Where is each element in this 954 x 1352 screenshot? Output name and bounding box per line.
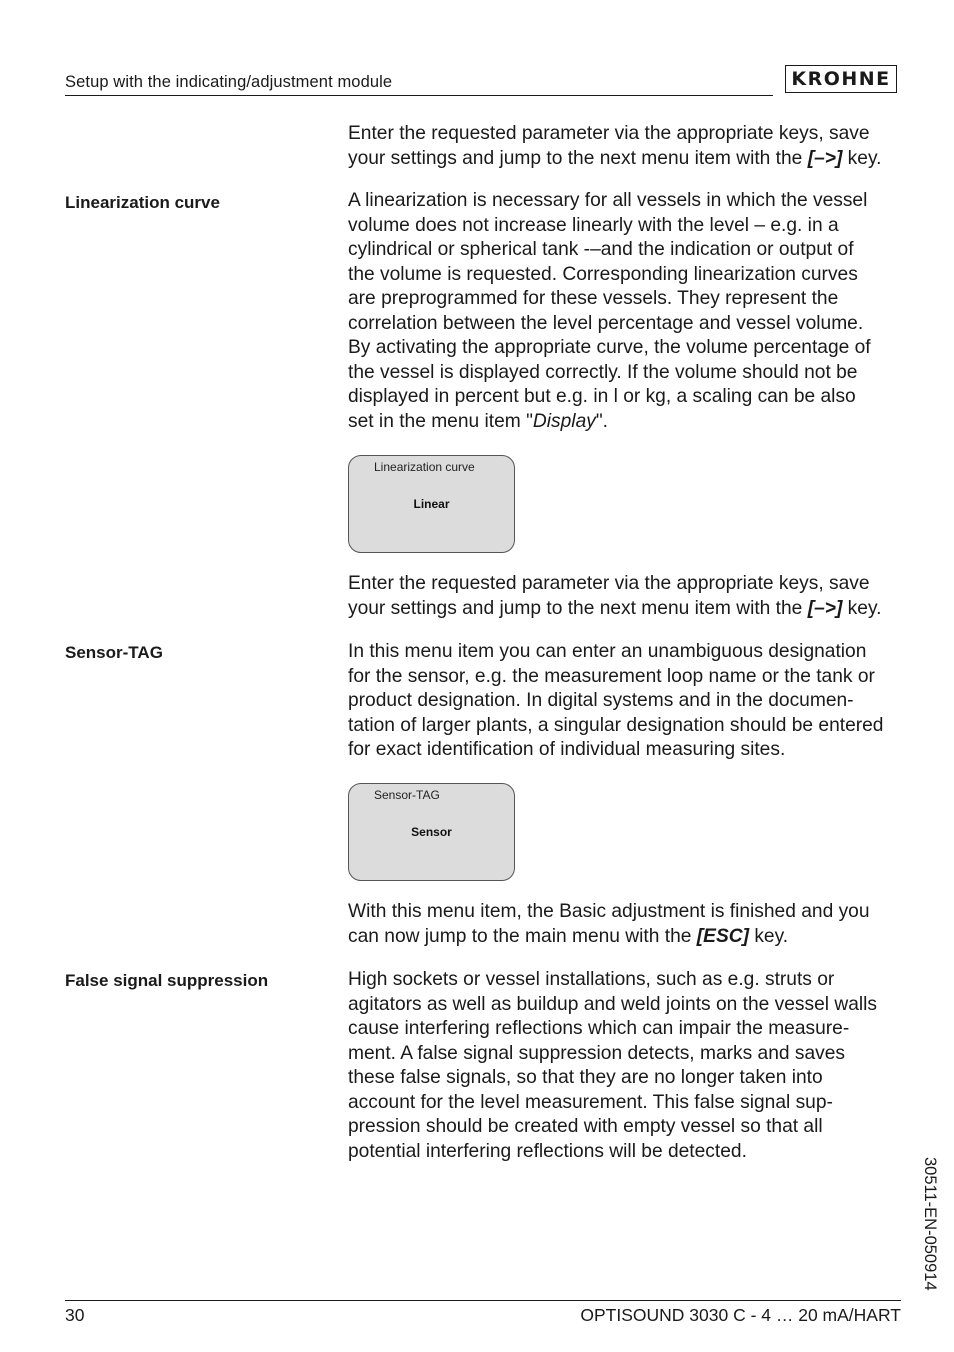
page-number: 30	[65, 1305, 85, 1325]
text-line: product designation. In digital systems and in the documen-	[348, 690, 854, 711]
text-line: Enter the requested parameter via the appropriate keys, save	[348, 573, 870, 594]
text-line: your settings and jump to the next menu item with the [–>] key.	[348, 597, 882, 619]
text-line: agitators as well as buildup and weld joints on the vessel walls	[348, 993, 878, 1015]
display-linearization-curve	[348, 455, 515, 553]
display-value: Linear	[413, 497, 450, 511]
text-line: these false signals, so that they are no longer taken into	[348, 1067, 823, 1088]
display-title: Linearization curve	[374, 460, 475, 474]
text-line: pression should be created with empty vessel so that all	[348, 1116, 823, 1137]
display-sensor-tag	[348, 783, 515, 881]
key-next: [–>]	[807, 597, 843, 619]
text-line: High sockets or vessel installations, such as e.g. struts or	[348, 969, 835, 990]
display-title: Sensor-TAG	[374, 788, 440, 802]
section-label-false-signal: False signal suppression	[65, 971, 269, 990]
text-line: the volume is requested. Corresponding linearization curves	[348, 263, 858, 285]
text-line: account for the level measurement. This false signal sup-	[348, 1091, 833, 1113]
text-line: your settings and jump to the next menu item with the [–>] key.	[348, 147, 882, 169]
krohne-logo: KROHNE	[785, 65, 897, 93]
key-esc: [ESC]	[696, 925, 749, 947]
product-name: OPTISOUND 3030 C - 4 … 20 mA/HART	[580, 1305, 901, 1325]
text-line: are preprogrammed for these vessels. They represent the	[348, 288, 839, 309]
text-line: ment. A false signal suppression detects, marks and saves	[348, 1042, 845, 1064]
false-signal-paragraph	[348, 968, 908, 1164]
section-label-sensor-tag: Sensor-TAG	[65, 643, 163, 662]
esc-paragraph	[348, 900, 908, 949]
text-line: In this menu item you can enter an unambiguous designation	[348, 641, 867, 662]
document-code: 30511-EN-050914	[921, 1157, 939, 1291]
text-line: Enter the requested parameter via the appropriate keys, save	[348, 123, 870, 144]
header-rule	[65, 95, 773, 96]
linearization-paragraph	[348, 189, 908, 434]
text-line: correlation between the level percentage and vessel volume.	[348, 312, 864, 334]
text-line: potential interfering reflections will be detected.	[348, 1140, 747, 1162]
text-line: tation of larger plants, a singular designation should be entered	[348, 714, 884, 736]
text-line: cause interfering reflections which can impair the measure-	[348, 1018, 850, 1039]
text-line: for the sensor, e.g. the measurement loop name or the tank or	[348, 665, 875, 687]
text-line: volume does not increase linearly with the level – e.g. in a	[348, 214, 839, 236]
text-line: By activating the appropriate curve, the volume percentage of	[348, 337, 871, 358]
footer-rule	[65, 1300, 901, 1301]
section-label-linearization: Linearization curve	[65, 193, 220, 212]
text-line: the vessel is displayed correctly. If the volume should not be	[348, 361, 858, 383]
text-line: cylindrical or spherical tank -–and the indication or output of	[348, 239, 854, 260]
text-line: set in the menu item "Display".	[348, 410, 608, 432]
text-line: With this menu item, the Basic adjustment is finished and you	[348, 901, 870, 922]
text-line: can now jump to the main menu with the [ESC] key.	[348, 925, 789, 947]
text-line: for exact identification of individual measuring sites.	[348, 739, 786, 760]
intro-paragraph	[348, 122, 908, 171]
sensor-tag-paragraph	[348, 640, 908, 763]
text-line: A linearization is necessary for all vessels in which the vessel	[348, 190, 868, 211]
instruction-paragraph	[348, 572, 908, 621]
display-value: Sensor	[411, 825, 452, 839]
key-next: [–>]	[807, 147, 843, 169]
text-line: displayed in percent but e.g. in l or kg, a scaling can be also	[348, 386, 856, 407]
running-header: Setup with the indicating/adjustment module	[65, 73, 393, 91]
